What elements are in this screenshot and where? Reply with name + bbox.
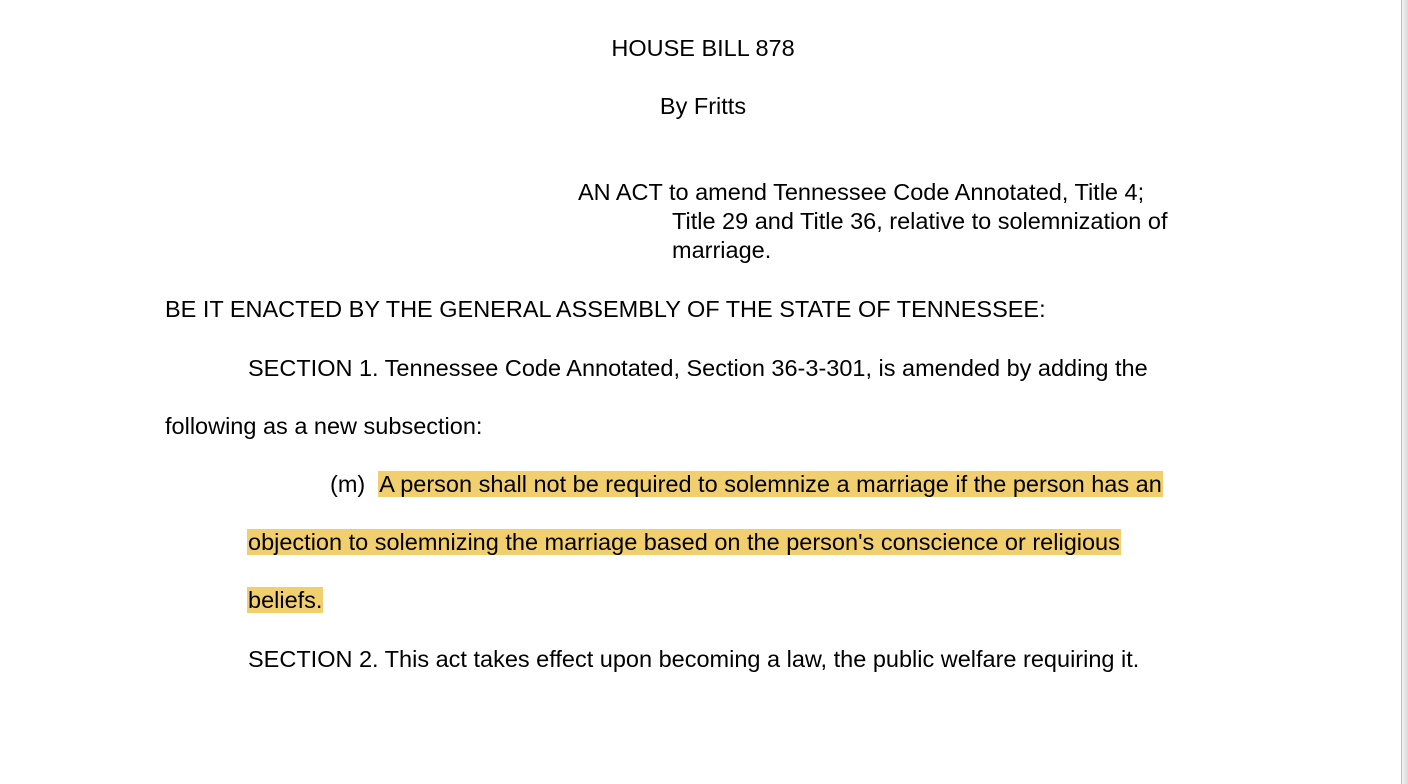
highlighted-text: beliefs. xyxy=(248,587,323,613)
bill-sponsor: By Fritts xyxy=(659,93,747,119)
caption-line-3: marriage. xyxy=(672,237,772,263)
subsection-label: (m) xyxy=(330,471,366,497)
subsection-m-line-1 xyxy=(330,469,1163,499)
highlighted-text: objection to solemnizing the marriage based on the person's conscience or religious xyxy=(248,529,1120,555)
caption-line-1: AN ACT to amend Tennessee Code Annotated, Title 4; xyxy=(578,179,1145,205)
subsection-m-line-3 xyxy=(247,585,323,615)
highlighted-text: A person shall not be required to solemnize a marriage if the person has an xyxy=(379,471,1162,497)
subsection-m-line-2 xyxy=(247,527,1121,557)
page-edge-scrollbar xyxy=(1401,0,1408,784)
section-1-line-2: following as a new subsection: xyxy=(165,413,483,439)
section-2: SECTION 2. This act takes effect upon becoming a law, the public welfare requiring it. xyxy=(248,646,1140,672)
enacting-clause: BE IT ENACTED BY THE GENERAL ASSEMBLY OF THE STATE OF TENNESSEE: xyxy=(165,296,1046,322)
bill-title: HOUSE BILL 878 xyxy=(611,35,795,61)
section-1-line-1: SECTION 1. Tennessee Code Annotated, Section 36-3-301, is amended by adding the xyxy=(248,355,1148,381)
caption-line-2: Title 29 and Title 36, relative to solemnization of xyxy=(672,208,1168,234)
